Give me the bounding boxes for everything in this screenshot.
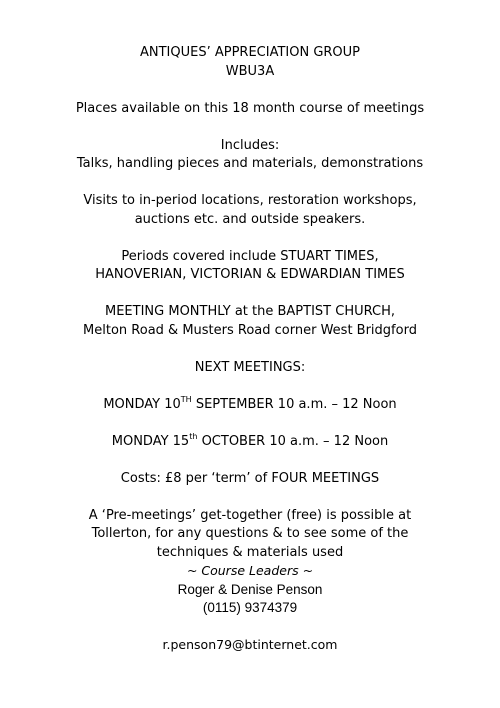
meeting-2-day: MONDAY 15 xyxy=(111,433,190,449)
periods-text-2: HANOVERIAN, VICTORIAN & EDWARDIAN TIMES xyxy=(95,267,405,282)
flyer xyxy=(0,44,500,655)
includes-text: Talks, handling pieces and materials, demonstrations xyxy=(76,156,424,171)
periods-text-1: Periods covered include STUART TIMES, xyxy=(121,248,379,264)
leader-names: Roger & Denise Penson xyxy=(177,581,323,597)
leader-phone: (0115) 9374379 xyxy=(202,600,298,615)
pre-meeting-text-2: Tollerton, for any questions & to see some of the xyxy=(91,526,409,541)
meeting-date-1 xyxy=(0,396,500,415)
meeting-1-day: MONDAY 10 xyxy=(103,396,181,412)
visits-text-2: auctions etc. and outside speakers. xyxy=(134,211,366,227)
group-subtitle: WBU3A xyxy=(225,63,275,79)
visits-text-1: Visits to in-period locations, restoration workshops, xyxy=(83,193,417,208)
pre-meeting-text-1: A ‘Pre-meetings’ get-together (free) is possible at xyxy=(88,507,412,523)
costs-text: Costs: £8 per ‘term’ of FOUR MEETINGS xyxy=(120,470,380,486)
includes-heading: Includes: xyxy=(220,137,280,153)
meeting-1-time: SEPTEMBER 10 a.m. – 12 Noon xyxy=(191,396,397,412)
venue-text-1: MEETING MONTHLY at the BAPTIST CHURCH, xyxy=(105,304,395,319)
course-leaders-label: ~ Course Leaders ~ xyxy=(186,563,314,578)
pre-meeting-text-3: techniques & materials used xyxy=(156,544,344,560)
next-meetings-heading: NEXT MEETINGS: xyxy=(194,359,306,375)
venue-text-2: Melton Road & Musters Road corner West Bridgford xyxy=(83,322,417,338)
meeting-date-2 xyxy=(0,433,500,452)
meeting-2-ordinal: th xyxy=(189,431,198,441)
group-title: ANTIQUES’ APPRECIATION GROUP xyxy=(139,45,361,60)
intro-text: Places available on this 18 month course of meetings xyxy=(75,100,425,116)
meeting-2-time: OCTOBER 10 a.m. – 12 Noon xyxy=(197,433,389,449)
contact-email-link[interactable]: r.penson79@btinternet.com xyxy=(162,637,338,652)
meeting-1-ordinal: TH xyxy=(180,394,192,404)
